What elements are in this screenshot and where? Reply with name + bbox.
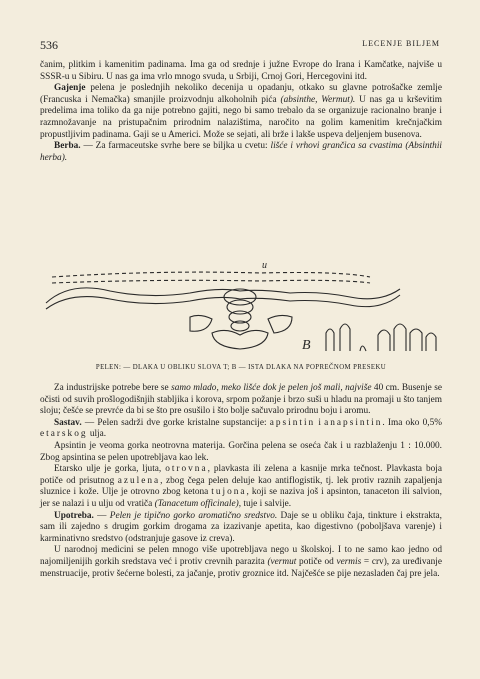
hair-illustration: [40, 255, 442, 355]
heading-berba: Berba.: [54, 141, 81, 152]
paragraph-apsintin: Apsintin je veoma gorka neotrovna materija. Gorčina pelena se oseća čak i u razblaženju 1 : 10.000. Zbog apsintina se pelen upotrebljava kao lek.: [40, 440, 442, 463]
figure-label-u: u: [262, 260, 267, 271]
heading-gajenje: Gajenje: [54, 83, 86, 94]
figure-label-b: B: [302, 338, 311, 353]
page-number: 536: [40, 38, 58, 52]
text-top: [40, 60, 442, 164]
heading-sastav: Sastav.: [54, 417, 82, 428]
paragraph-intro: čanim, plitkim i kamenitim padinama. Ima ga od srednje i južne Evrope do Irana i Kamčatke, najviše u SSSR-u u Sibiru. U nas ga ima vrlo mnogo svuda, u Srbiji, Crnoj Gori, Hercegovini itd.: [40, 60, 442, 82]
figure-t-shaped-hair: [40, 255, 442, 355]
paragraph-industry: Za industrijske potrebe bere se samo mlado, meko lišće dok je pelen još mali, najviše 40 cm. Busenje se očisti od suvih prošlogodišnjih stabljika i korova, srpom požanje i brzo suši u hladu na promaji u što tanjem sloju; češće se prevrće da bi se što pre osušilo i što bolje sačuvalo prirodnu boju i aromu.: [40, 383, 442, 417]
paragraph-etarsko-ulje: Etarsko ulje je gorka, ljuta, otrovna, plavkasta ili zelena a kasnije mrka tečnost. Plavkasta boja potiče od prisutnog azulena, zbog čega pelen deluje kao antiflogistik, tj. lek protiv raznih zapaljenja sluznice i kože. Ulje je otrovno zbog ketona tujona, koji se naziva još i apsinton, tanaceton ili salvion, jer se nalazi i u ulju od vratiča (Tanacetum officinale), tuje i salvije.: [40, 464, 443, 509]
paragraph-sastav: Sastav. — Pelen sadrži dve gorke kristalne supstancije: apsintin i anapsintin. Ima oko 0,5% etarskog ulja.: [40, 417, 443, 440]
page-header: [40, 38, 440, 52]
figure-caption: PELEN: — DLAKA U OBLIKU SLOVA T; B — ISTA DLAKA NA POPREČNOM PRESEKU: [95, 364, 387, 371]
text-bottom: [40, 383, 442, 580]
heading-upotreba: Upotreba.: [54, 510, 94, 521]
paragraph-narodna-medicina: U narodnoj medicini se pelen mnogo više upotrebljava nego u školskoj. I to ne samo kao jedno od najomiljenijih gorkih sredstava već i protiv crevnih parazita (vermut potiče od vermis = crv), za uređivanje menstruacije, protiv šećerne bolesti, za jačanje, protiv groznice itd. Najčešće se pije nezasladen čaj pre jela.: [40, 545, 442, 579]
paragraph-berba: Berba. — Za farmaceutske svrhe bere se biljka u cvetu: lišće i vrhovi grančica sa cvastima (Absinthii herba).: [40, 141, 442, 163]
running-title: LECENJE BILJEM: [362, 39, 440, 48]
paragraph-gajenje: Gajenje pelena je poslednjih nekoliko decenija u opadanju, otkako su glavne potrošačke zemlje (Francuska i Nemačka) smanjile proizvodnju alkoholnih pića (absinthe, Wermut). U nas ga u krševitim predelima ima toliko da ga nije potrebno gajiti, nego bi samo trebalo da se organizuje racionalno branje i razmnožavanje na pristupačnim prirodnim nalazištima, naročito na golim kamenitim krečnjačkim propustljivim padinama. Gaji se u Americi. Može se sejati, ali brže i lakše uspeva deljenjem busenova.: [40, 83, 442, 140]
paragraph-upotreba: Upotreba. — Pelen je tipično gorko aromatično sredstvo. Daje se u obliku čaja, tinkture i ekstrakta, sam ili zajedno s drugim gorkim drogama za izazivanje apetita, kao digestivno (poboljšava varenje) i karminativno sredstvo (odstranjuje gasove iz creva).: [40, 510, 442, 544]
